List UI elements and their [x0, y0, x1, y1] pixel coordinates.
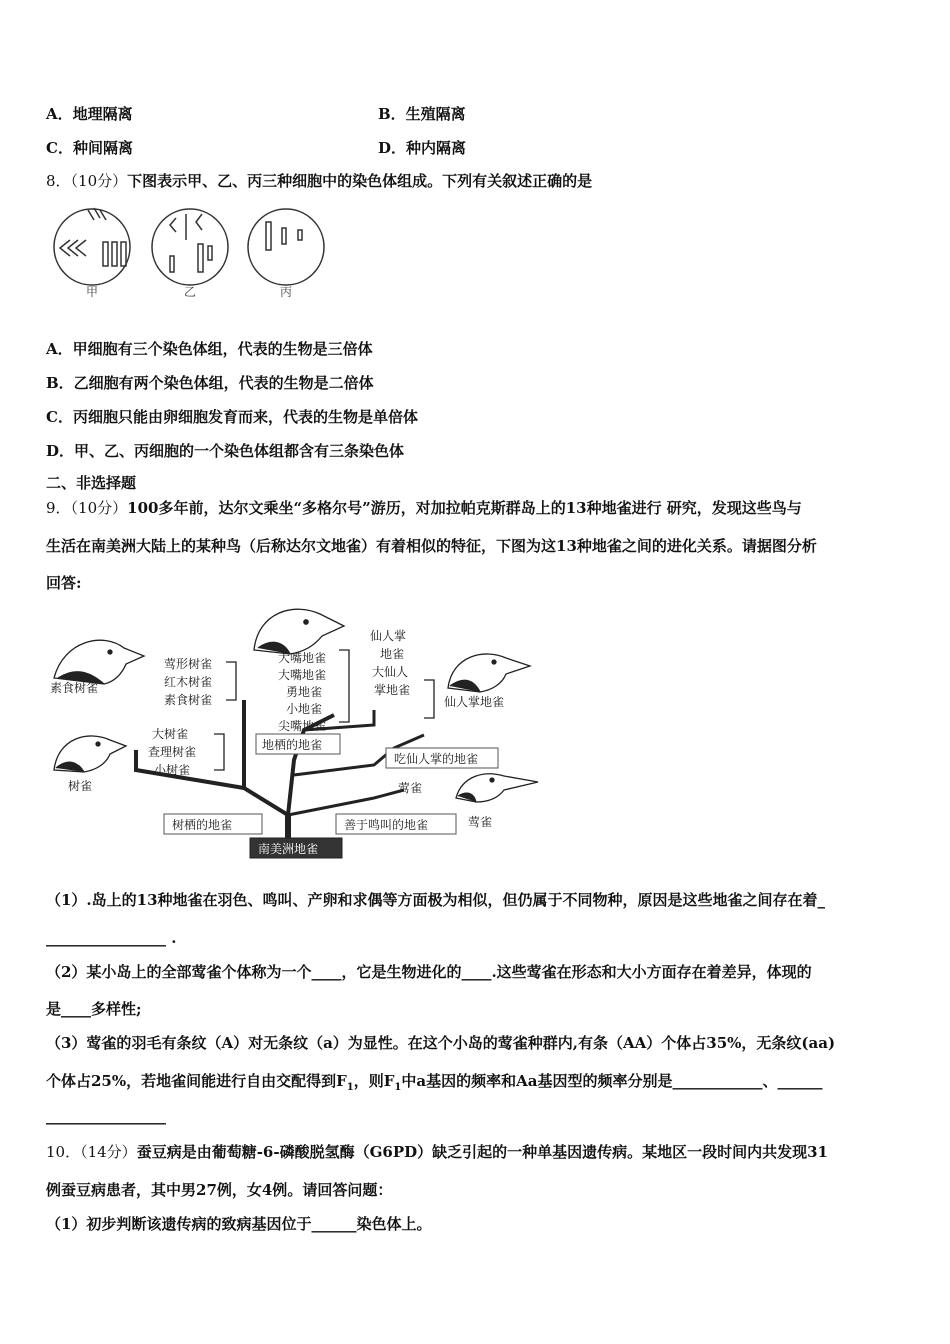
q9-sub2-line1: （2）某小岛上的全部莺雀个体称为一个____，它是生物进化的____.这些莺雀在形态和大小方面存在着差异，体现的	[46, 963, 812, 981]
box-ground-dwelling: 地栖的地雀	[262, 738, 323, 752]
label-tree-top-0: 莺形树雀	[164, 657, 213, 671]
cell-bing	[248, 209, 324, 285]
label-tree-top-1: 红木树雀	[164, 675, 213, 689]
q9-sub3-sub-2: 1	[394, 1082, 402, 1093]
q9-number: 9．（10分）	[46, 499, 128, 517]
label-ground-3: 小地雀	[286, 702, 323, 716]
q10-number: 10．（14分）	[46, 1143, 137, 1161]
q9-sub3-line2	[46, 1071, 822, 1098]
label-ground-4: 尖嘴地雀	[278, 719, 327, 733]
cell-label-yi: 乙	[183, 285, 197, 299]
q9-sub1-line1: （1）.岛上的13种地雀在羽色、鸣叫、产卵和求偶等方面极为相似，但仍属于不同物种，原因是这些地雀之间存在着_	[46, 891, 826, 909]
q8-cells-figure	[48, 200, 338, 310]
q10-stem-line1	[46, 1142, 828, 1162]
q9-sub3-text-c: 中a基因的频率和Aa基因型的频率分别是____________、______	[401, 1072, 823, 1090]
q9-stem-text1: 100多年前，达尔文乘坐“多格尔号”游历，对加拉帕克斯群岛上的13种地雀进行 研究，发现这些鸟与	[127, 499, 802, 517]
q9-sub3-text-b: ，则F	[353, 1072, 395, 1090]
label-ground-2: 勇地雀	[286, 685, 323, 699]
cell-yi	[152, 209, 228, 285]
q7-option-a: A．地理隔离	[46, 105, 133, 123]
q8-stem	[46, 171, 592, 191]
label-tree-small-0: 大树雀	[152, 727, 189, 741]
q8-option-c: C．丙细胞只能由卵细胞发育而来，代表的生物是单倍体	[46, 408, 418, 426]
q9-sub3-sub-1: 1	[346, 1082, 354, 1093]
q10-stem-text1: 蚕豆病是由葡萄糖-6-磷酸脱氢酶（G6PD）缺乏引起的一种单基因遗传病。某地区一段时间内共发现31	[136, 1143, 828, 1161]
box-singing: 善于鸣叫的地雀	[344, 818, 429, 832]
q7-option-d: D．种内隔离	[378, 139, 467, 157]
label-tree-small-1: 查理树雀	[148, 745, 197, 759]
q9-sub1-line2: ________________ .	[46, 929, 177, 947]
label-tree-top-2: 素食树雀	[164, 693, 213, 707]
label-cactus-1: 地雀	[380, 647, 405, 661]
label-warbler-branch: 莺雀	[398, 781, 423, 795]
label-ground-0: 大嘴地雀	[278, 651, 327, 665]
q7-option-c: C．种间隔离	[46, 139, 133, 157]
bird-ground-finch-head	[254, 609, 344, 654]
q9-sub3-text-a: 个体占25%，若地雀间能进行自由交配得到F	[46, 1072, 347, 1090]
q8-option-a: A．甲细胞有三个染色体组，代表的生物是三倍体	[46, 340, 373, 358]
cell-label-bing: 丙	[279, 285, 293, 299]
bird-warbler-head	[456, 774, 538, 802]
label-tree-small-2: 小树雀	[154, 763, 191, 777]
finch-evolution-diagram	[44, 600, 544, 860]
label-cactus-0: 仙人掌	[370, 629, 407, 643]
q9-sub3-line1: （3）莺雀的羽毛有条纹（A）对无条纹（a）为显性。在这个小岛的莺雀种群内,有条（AA）个体占35%，无条纹(aa)	[46, 1034, 836, 1052]
q7-option-b: B．生殖隔离	[378, 105, 466, 123]
q8-option-b: B．乙细胞有两个染色体组，代表的生物是二倍体	[46, 374, 374, 392]
q9-stem-line1	[46, 498, 802, 518]
label-cactus-3: 掌地雀	[374, 683, 411, 697]
bird-cactus-finch-head	[448, 654, 530, 692]
label-cactus-2: 大仙人	[372, 665, 409, 679]
cell-jia	[54, 208, 130, 285]
label-veg-tree-finch: 素食树雀	[50, 681, 99, 695]
q9-sub3-line3: ________________	[46, 1107, 166, 1125]
section-2-title: 二、非选择题	[46, 474, 137, 492]
q10-stem-line2: 例蚕豆病患者，其中男27例，女4例。请回答问题：	[46, 1181, 393, 1199]
q8-number: 8．（10分）	[46, 172, 128, 190]
bird-tree-finch-head	[54, 736, 126, 772]
label-warbler: 莺雀	[468, 815, 493, 829]
cell-label-jia: 甲	[85, 285, 99, 299]
q8-option-d: D．甲、乙、丙细胞的一个染色体组都含有三条染色体	[46, 442, 405, 460]
box-cactus-eating: 吃仙人掌的地雀	[394, 752, 479, 766]
q9-stem-line3: 回答:	[46, 574, 82, 592]
q8-stem-text: 下图表示甲、乙、丙三种细胞中的染色体组成。下列有关叙述正确的是	[127, 172, 593, 190]
label-ground-1: 大嘴地雀	[278, 668, 327, 682]
label-cactus-finch: 仙人掌地雀	[444, 695, 505, 709]
q9-sub2-line2: 是____多样性;	[46, 1000, 142, 1018]
q9-stem-line2: 生活在南美洲大陆上的某种鸟（后称达尔文地雀）有着相似的特征，下图为这13种地雀之间的进化关系。请据图分析	[46, 537, 817, 555]
label-tree-finch: 树雀	[68, 779, 93, 793]
box-root: 南美洲地雀	[258, 842, 319, 856]
bird-veg-tree-finch-head	[54, 640, 144, 684]
q10-sub1: （1）初步判断该遗传病的致病基因位于______染色体上。	[46, 1215, 432, 1233]
box-tree-dwelling: 树栖的地雀	[172, 818, 233, 832]
